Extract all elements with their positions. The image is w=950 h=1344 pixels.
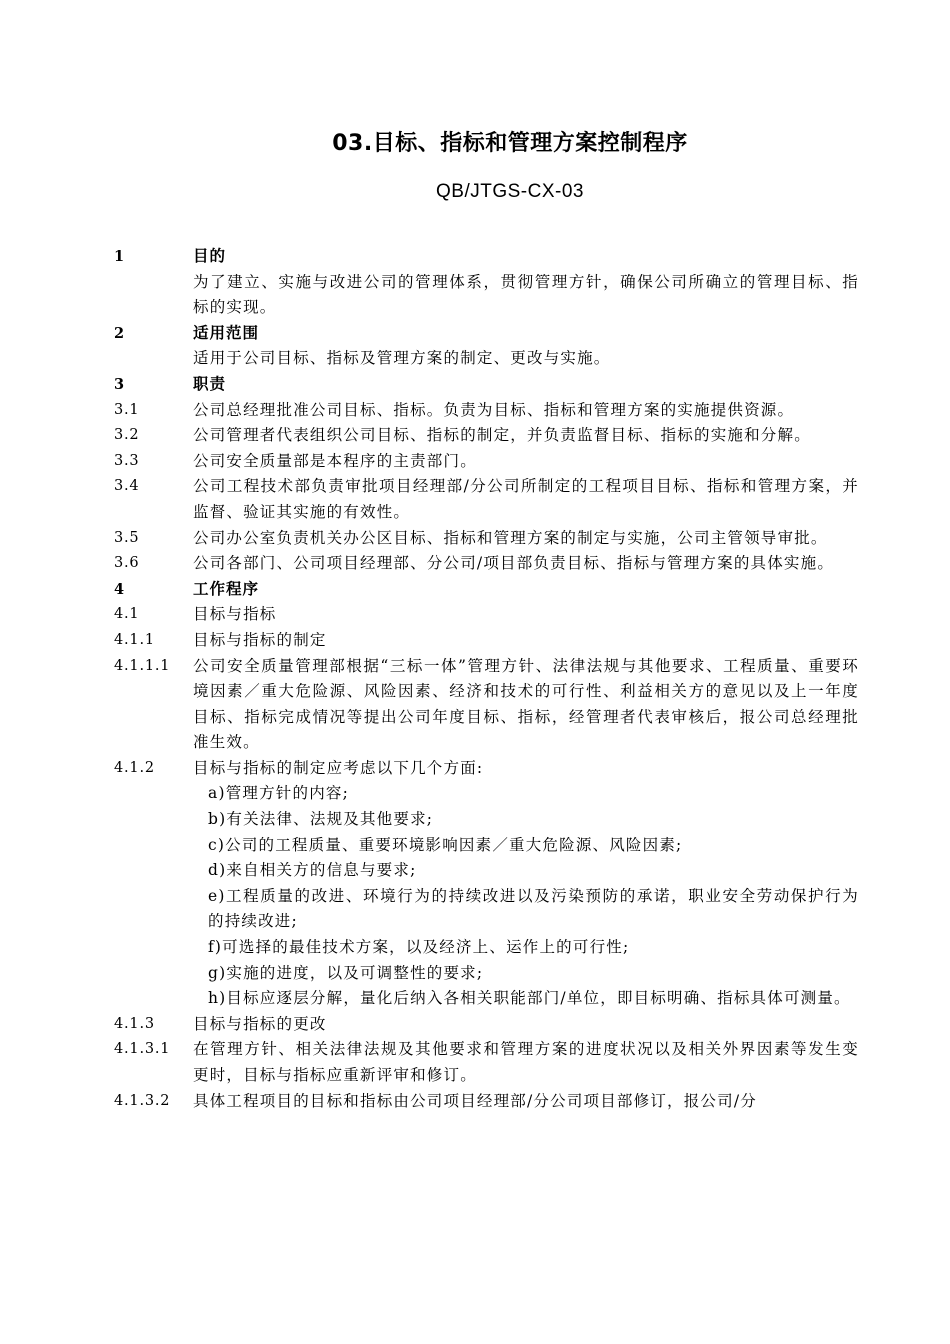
section-heading <box>114 244 859 270</box>
section-text: 公司总经理批准公司目标、指标。负责为目标、指标和管理方案的实施提供资源。 <box>193 400 795 419</box>
section-title: 适用范围 <box>193 323 260 342</box>
section-text: 公司办公室负责机关办公区目标、指标和管理方案的制定与实施，公司主管领导审批。 <box>193 528 828 547</box>
section-text: 公司管理者代表组织公司目标、指标的制定，并负责监督目标、指标的实施和分解。 <box>193 426 811 445</box>
section-text: 目标与指标 <box>193 605 277 624</box>
section-number: 2 <box>114 324 125 342</box>
paragraph <box>114 628 859 654</box>
section-text: 公司安全质量管理部根据“三标一体”管理方针、法律法规与其他要求、工程质量、重要环境因素／重大危险源、风险因素、经济和技术的可行性、利益相关方的意见以及上一年度目标、指标完成情况等提出公司年度目标、指标，经管理者代表审核后，报公司总经理批准生效。 <box>193 656 859 752</box>
section-text: 具体工程项目的目标和指标由公司项目经理部/分公司项目部修订，报公司/分 <box>193 1091 757 1110</box>
section-text: 公司各部门、公司项目经理部、分公司/项目部负责目标、指标与管理方案的具体实施。 <box>193 554 835 573</box>
section-number: 3.2 <box>114 427 140 444</box>
paragraph <box>114 270 859 321</box>
section-text: 目标与指标的更改 <box>193 1014 327 1033</box>
paragraph <box>114 756 859 782</box>
section-number: 4.1.3.2 <box>114 1092 171 1109</box>
section-number: 3.4 <box>114 478 140 495</box>
section-text: 目标与指标的制定应考虑以下几个方面: <box>193 758 484 777</box>
section-text: b)有关法律、法规及其他要求; <box>208 810 434 829</box>
list-item <box>114 833 859 859</box>
section-title: 目的 <box>193 247 227 265</box>
section-title: 工作程序 <box>193 579 260 598</box>
document-title: 03.目标、指标和管理方案控制程序 <box>332 131 688 156</box>
paragraph <box>114 423 859 449</box>
section-text: f)可选择的最佳技术方案，以及经济上、运作上的可行性; <box>208 938 630 957</box>
section-number: 3.3 <box>114 452 140 469</box>
section-text: 适用于公司目标、指标及管理方案的制定、更改与实施。 <box>193 349 611 368</box>
list-item <box>114 884 859 935</box>
paragraph <box>114 1012 859 1038</box>
section-number: 3.6 <box>114 555 140 572</box>
section-text: 为了建立、实施与改进公司的管理体系，贯彻管理方针，确保公司所确立的管理目标、指标的实现。 <box>193 272 859 317</box>
section-number: 4.1.2 <box>114 759 155 776</box>
paragraph <box>114 526 859 552</box>
section-number: 3.1 <box>114 401 140 418</box>
section-number: 4.1.1.1 <box>114 657 171 674</box>
section-title: 职责 <box>193 374 227 393</box>
paragraph <box>114 398 859 424</box>
section-heading <box>114 321 859 347</box>
section-heading <box>114 577 859 603</box>
section-text: 在管理方针、相关法律法规及其他要求和管理方案的进度状况以及相关外界因素等发生变更时，目标与指标应重新评审和修订。 <box>193 1040 859 1084</box>
section-number: 4.1.3 <box>114 1015 155 1032</box>
list-item <box>114 961 859 987</box>
document-code: QB/JTGS-CX-03 <box>436 181 584 202</box>
section-text: 目标与指标的制定 <box>193 630 327 649</box>
section-text: g)实施的进度，以及可调整性的要求; <box>208 963 484 982</box>
section-text: a)管理方针的内容; <box>208 784 350 803</box>
section-number: 1 <box>114 248 125 265</box>
section-heading <box>114 372 859 398</box>
section-text: c)公司的工程质量、重要环境影响因素／重大危险源、风险因素; <box>208 835 683 854</box>
section-number: 4.1 <box>114 606 140 623</box>
list-item <box>114 935 859 961</box>
section-number: 4.1.3.1 <box>114 1041 171 1058</box>
section-number: 4 <box>114 580 125 598</box>
section-text: 公司工程技术部负责审批项目经理部/分公司所制定的工程项目目标、指标和管理方案，并监督、验证其实施的有效性。 <box>193 477 859 521</box>
list-item <box>114 781 859 807</box>
paragraph <box>114 654 859 756</box>
list-item <box>114 807 859 833</box>
section-number: 3 <box>114 375 125 393</box>
document-body <box>114 244 859 1114</box>
paragraph <box>114 1037 859 1088</box>
list-item <box>114 858 859 884</box>
section-text: h)目标应逐层分解，量化后纳入各相关职能部门/单位，即目标明确、指标具体可测量。 <box>208 989 851 1008</box>
section-text: d)来自相关方的信息与要求; <box>208 861 417 880</box>
paragraph <box>114 551 859 577</box>
section-number: 4.1.1 <box>114 631 155 648</box>
paragraph <box>114 449 859 475</box>
paragraph <box>114 602 859 628</box>
section-number: 3.5 <box>114 529 140 546</box>
paragraph <box>114 474 859 525</box>
section-text: e)工程质量的改进、环境行为的持续改进以及污染预防的承诺，职业安全劳动保护行为的持续改进; <box>208 886 859 931</box>
paragraph <box>114 1089 859 1115</box>
list-item <box>114 986 859 1012</box>
section-text: 公司安全质量部是本程序的主责部门。 <box>193 451 477 470</box>
paragraph <box>114 346 859 372</box>
